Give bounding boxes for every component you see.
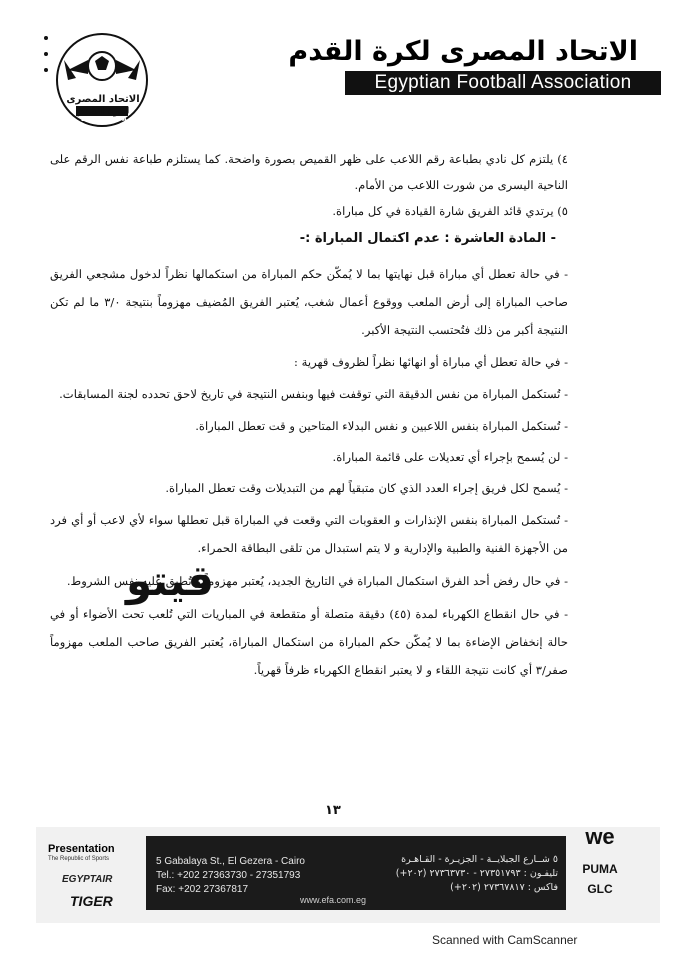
footer-fax-ar: فاكس : ٢٧٣٦٧٨١٧ (٢٠٢+) (450, 882, 558, 893)
margin-dots (44, 36, 54, 86)
sponsor-we-logo: we (585, 824, 615, 849)
sponsor-presentation-logo: Presentation (48, 843, 115, 855)
paragraph-4: - تُستكمل المباراة بنفس اللاعبين و نفس البدلاء المتاحين و قت تعطل المباراة. (195, 419, 568, 433)
sponsor-puma-logo: PUMA (582, 862, 618, 876)
logo-text-ar: الاتحاد المصرى لكرة القدم (66, 94, 140, 117)
article-title: - المادة العاشرة : عدم اكتمال المباراة :- (299, 231, 556, 246)
header-title-ar: الاتحاد المصرى لكرة القدم (288, 36, 638, 67)
logo-text-en: EGYPTIAN FA (81, 116, 127, 123)
paragraph-3: - تُستكمل المباراة من نفس الدقيقة التي توقفت فيها وبنفس النتيجة في تاريخ لاحق تحدده لجنة المسابقات. (59, 387, 568, 401)
sponsors-left (48, 843, 138, 909)
paragraph-9: - في حال انقطاع الكهرباء لمدة (٤٥) دقيقة متصلة أو متقطعة في المباريات التي تُلعب تحت الأضواء أو في حالة إنخفاض الإضاءة بما لا يُمكّن حكم المباراة من استكمال المباراة، يُعتبر الفريق صاحب الملعب مهزوماً صفر/٣ أي كانت نتيجة اللقاء و لا يعتبر انقطاع الكهرباء ظرفاً قهرياً. (50, 607, 568, 677)
sponsor-presentation-tagline: The Republic of Sports (48, 856, 110, 862)
paragraph-5: - لن يُسمح بإجراء أي تعديلات على قائمة المباراة. (332, 450, 568, 464)
footer-address-ar-line-1: ٥ شــارع الجبلايــة - الجزيـرة - القـاهـرة (401, 854, 558, 865)
footer-address-en (156, 855, 305, 897)
document-body (50, 146, 568, 689)
paragraph-8: - في حال رفض أحد الفرق استكمال المباراة في التاريخ الجديد، يُعتبر مهزوماً و تُطبق عليه نفس الشروط. (66, 574, 568, 588)
header-title-en: Egyptian Football Association (345, 71, 661, 95)
paragraph-7: - تُستكمل المباراة بنفس الإنذارات و العقوبات التي وقعت في المباراة قبل تعطلها سواء لأي لاعب أو أي فرد من الأجهزة الفنية والطبية والإدارية و لا يتم استبدال من تلقى البطاقة الحمراء. (50, 513, 568, 555)
footer-tel: Tel.: +202 27363730 - 27351793 (156, 870, 301, 881)
footer-website: www.efa.com.eg (300, 895, 367, 905)
sponsor-glc-logo: GLC (587, 882, 613, 896)
sponsor-egyptair-logo: EGYPTAIR (62, 874, 113, 885)
paragraph-1: - في حالة تعطل أي مباراة قبل نهايتها بما لا يُمكّن حكم المباراة من استكمالها نظراً لدخول مشجعي الفريق صاحب المباراة إلى أرض الملعب ووقوع أعمال شغب، يُعتبر الفريق المُضيف مهزوماً بنتيجة ٣/٠ ما لم تكن النتيجة أكبر من ذلك فتُحتسب النتيجة الأكبر. (50, 267, 568, 337)
item-5: ٥) يرتدي قائد الفريق شارة القيادة في كل مباراة. (332, 204, 568, 218)
sponsors-right (570, 826, 630, 896)
scanner-watermark: Scanned with CamScanner (432, 933, 578, 947)
item-4: ٤) يلتزم كل نادي بطباعة رقم اللاعب على ظهر القميص بصورة واضحة. كما يستلزم طباعة نفس الرقم على الناحية اليسرى من شورت اللاعب من الأمام. (50, 152, 568, 192)
footer-address-line-1: 5 Gabalaya St., El Gezera - Cairo (156, 856, 305, 867)
footer-fax: Fax: +202 27367817 (156, 884, 249, 895)
watermark-text: قيتو (125, 556, 215, 605)
page-number: ١٣ (325, 803, 341, 818)
footer-address-ar (396, 853, 558, 895)
sponsor-tiger-logo: TIGER (70, 893, 113, 909)
paragraph-6: - يُسمح لكل فريق إجراء العدد الذي كان متبقياً لهم من التبديلات وقت تعطل المباراة. (165, 481, 568, 495)
footer-tel-ar: تليفـون : ٢٧٣٥١٧٩٣ - ٢٧٣٦٣٧٣٠ (٢٠٢+) (395, 868, 558, 879)
paragraph-2: - في حالة تعطل أي مباراة أو انهائها نظراً لظروف قهرية : (294, 355, 568, 369)
watermark (110, 557, 230, 607)
